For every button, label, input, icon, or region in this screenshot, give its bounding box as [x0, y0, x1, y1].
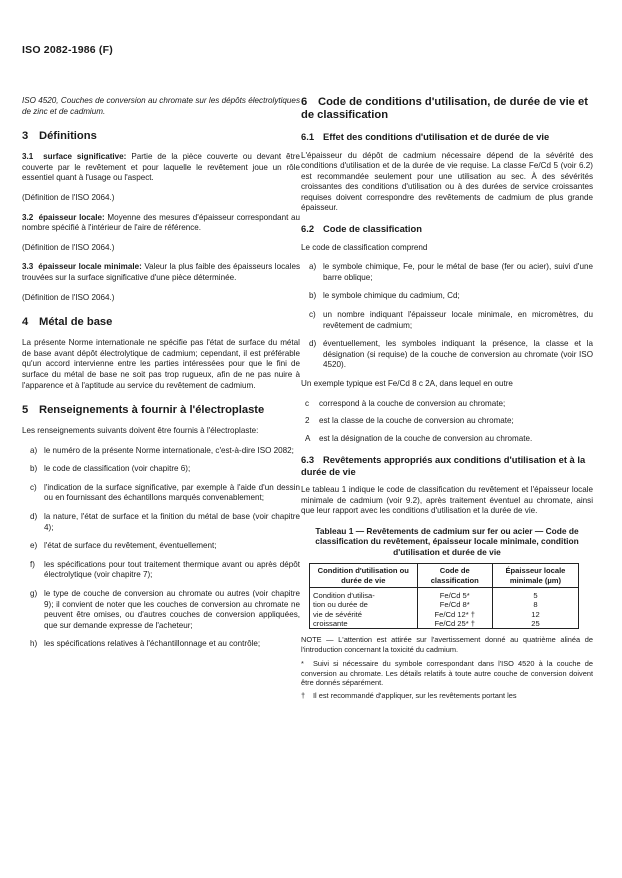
list-item-text: le code de classification (voir chapitre 6); — [44, 464, 191, 474]
table-row — [310, 600, 579, 609]
list-item-marker: b) — [309, 291, 317, 301]
section-4-text: La présente Norme internationale ne spécifie pas l'état de surface du métal de base avant dépôt électrolytique de cadmium; cependant, il est préférable qu'un accord intervienne entre les parties intéressées pour que le fini de surface du métal de base ne soit pas trop rugueux, afin de ne pas nuire à l'apparence et à l'aptitude au service du revêtement de cadmium. — [22, 338, 300, 390]
list-item — [301, 434, 593, 445]
section-4-heading: 4 Métal de base — [22, 316, 113, 329]
list-item-marker: a) — [30, 445, 38, 455]
table-header-code: Code de classification — [417, 564, 492, 588]
definition-3-1: 3.1 surface significative: Partie de la pièce couverte ou devant être couverte par le revêtement et pour laquelle le revêtement joue un rôle essentiel quant à l'usage ou l'aspect. — [22, 152, 300, 183]
list-item-text: l'état de surface du revêtement, éventuellement; — [44, 541, 217, 551]
table-header-thickness: Épaisseur locale minimale (µm) — [492, 564, 578, 588]
list-item — [301, 399, 593, 410]
intro-ref-title: Couches de conversion au chromate sur les dépôts électrolytiques de zinc et de cadmium. — [22, 96, 300, 116]
section-6-heading: 6 Code de conditions d'utilisation, de durée de vie et de classification — [301, 96, 588, 121]
list-item — [22, 639, 300, 650]
list-item — [301, 262, 593, 283]
list-item-marker: b) — [30, 464, 38, 474]
table-cell-thickness: 12 — [492, 610, 578, 619]
table-cell-code: Fe/Cd 5* — [417, 588, 492, 601]
list-item-marker: 2 — [305, 416, 310, 426]
list-item-marker: c) — [30, 482, 37, 492]
list-item-text: la nature, l'état de surface et la finition du métal de base (voir chapitre 4); — [44, 512, 300, 532]
table-note: NOTE — L'attention est attirée sur l'avertissement donné au quatrième alinéa de l'introduction concernant la toxicité du cadmium. — [301, 635, 593, 654]
list-item-marker: h) — [30, 639, 38, 649]
table-header-condition: Condition d'utilisation ou durée de vie — [310, 564, 418, 588]
definition-3-2-ref: (Définition de l'ISO 2064.) — [22, 242, 115, 252]
definition-3-3: 3.3 épaisseur locale minimale: Valeur la plus faible des épaisseurs locales trouvées sur la surface significative d'une pièce déterminée. — [22, 262, 300, 282]
list-item — [22, 541, 300, 552]
intro-ref-number: ISO 4520, — [22, 96, 59, 105]
example-intro: Un exemple typique est Fe/Cd 8 c 2A, dans lequel en outre — [301, 378, 513, 388]
list-item — [22, 512, 300, 533]
section-6-3-heading: 6.3 Revêtements appropriés aux conditions d'utilisation et à la durée de vie — [301, 454, 586, 477]
section-6-3-text: Le tableau 1 indique le code de classification du revêtement et l'épaisseur locale minimale de cadmium (voir 9.2), après traitement éventuel au chromate, ainsi que leur rapport avec les conditions d'utilisation et la durée de vie. — [301, 485, 593, 516]
list-item-text: correspond à la couche de conversion au chromate; — [319, 398, 506, 408]
list-item-marker: g) — [30, 589, 38, 599]
list-item-marker: d) — [309, 339, 317, 349]
list-item-text: est la désignation de la couche de conversion au chromate. — [319, 433, 533, 443]
section-5-heading: 5 Renseignements à fournir à l'électroplaste — [22, 404, 265, 417]
list-item-text: les spécifications pour tout traitement thermique avant ou après dépôt électrolytique (voir chapitre 7); — [44, 559, 300, 580]
section-5-list — [22, 446, 300, 650]
table-row — [310, 610, 579, 619]
section-3-heading: 3 Définitions — [22, 130, 97, 143]
list-item-marker: A — [305, 433, 311, 443]
table-row — [310, 588, 579, 601]
list-item-text: le symbole chimique, Fe, pour le métal de base (fer ou acier), suivi d'une barre oblique; — [323, 262, 593, 282]
table-caption: Tableau 1 — Revêtements de cadmium sur fer ou acier — Code de classification du revêtement, épaisseur locale minimale, condition d'utilisation et durée de vie — [315, 526, 579, 557]
table-cell-code: Fe/Cd 8* — [417, 600, 492, 609]
list-item — [22, 464, 300, 475]
list-item-text: les spécifications relatives à l'échantillonnage et au contrôle; — [44, 639, 261, 649]
list-item-text: le symbole chimique du cadmium, Cd; — [323, 291, 460, 301]
section-6-2-heading: 6.2 Code de classification — [301, 223, 422, 235]
table-cell-thickness: 25 — [492, 619, 578, 629]
table-cell-thickness: 8 — [492, 600, 578, 609]
list-item — [301, 310, 593, 331]
section-6-1-text: L'épaisseur du dépôt de cadmium nécessaire dépend de la sévérité des conditions d'utilisation et de la durée de vie requise. La classe Fe/Cd 5 (voir 6.2) est recommandée seulement pour une utilisation au sec. À des sévérités croissantes des conditions d'utilisation ou à des durées de service croissantes requises doivent correspondre des revêtements de cadmium de plus grande épaisseur. — [301, 150, 593, 213]
list-item-marker: f) — [30, 559, 35, 569]
list-item-text: le type de couche de conversion au chromate ou autres (voir chapitre 9); il convient de noter que les couches de conversion au chromate ne peuvent être omises, ou d'autres couches de conversion appliquées, que sur demande expresse de l'acheteur; — [44, 589, 300, 630]
table-cell-code: Fe/Cd 12* † — [417, 610, 492, 619]
list-item-text: un nombre indiquant l'épaisseur locale minimale, en micromètres, du revêtement de cadmium; — [323, 309, 593, 330]
section-5-intro: Les renseignements suivants doivent être fournis à l'électroplaste: — [22, 426, 259, 436]
table-cell-condition: vie de sévérité — [310, 610, 418, 619]
list-item — [22, 446, 300, 457]
table-cell-thickness: 5 — [492, 588, 578, 601]
footnote-asterisk: * Suivi si nécessaire du symbole correspondant dans l'ISO 4520 à la couche de conversion au chromate. Les détails relatifs à toute autre couche de conversion doivent être donnés séparément. — [301, 659, 593, 687]
definition-3-1-ref: (Définition de l'ISO 2064.) — [22, 192, 115, 202]
list-item — [22, 483, 300, 504]
section-6-2-intro: Le code de classification comprend — [301, 242, 428, 252]
table-row — [310, 619, 579, 629]
table-cell-condition: tion ou durée de — [310, 600, 418, 609]
list-item-marker: c) — [309, 309, 316, 319]
footnote-dagger: † Il est recommandé d'appliquer, sur les revêtements portant les — [301, 691, 517, 701]
section-6-2-list — [301, 262, 593, 371]
list-item — [301, 416, 593, 427]
intro-reference — [22, 96, 300, 117]
list-item-text: est la classe de la couche de conversion au chromate; — [319, 416, 514, 426]
example-list — [301, 399, 593, 445]
right-column — [301, 96, 593, 705]
left-column — [22, 96, 300, 658]
table-cell-code: Fe/Cd 25* † — [417, 619, 492, 629]
page-header: ISO 2082-1986 (F) — [22, 44, 113, 56]
list-item — [22, 560, 300, 581]
table-cell-condition: croissante — [310, 619, 418, 629]
list-item — [301, 291, 593, 302]
list-item-marker: c — [305, 398, 310, 408]
section-6-1-heading: 6.1 Effet des conditions d'utilisation et de durée de vie — [301, 131, 550, 142]
classification-table — [309, 563, 579, 629]
definition-3-2: 3.2 épaisseur locale: Moyenne des mesures d'épaisseur correspondant au nombre spécifié à l'intérieur de l'aire de référence. — [22, 212, 300, 233]
definition-3-3-ref: (Définition de l'ISO 2064.) — [22, 292, 115, 302]
list-item-text: le numéro de la présente Norme internationale, c'est-à-dire ISO 2082; — [44, 445, 294, 455]
list-item-marker: d) — [30, 512, 38, 522]
table-cell-condition: Condition d'utilisa- — [310, 588, 418, 601]
list-item — [301, 339, 593, 371]
list-item-text: l'indication de la surface significative, par exemple à l'aide d'un dessin ou en fournissant des échantillons marqués convenablement; — [44, 482, 300, 503]
list-item-marker: a) — [309, 262, 317, 272]
list-item-marker: e) — [30, 541, 38, 551]
list-item — [22, 589, 300, 631]
list-item-text: éventuellement, les symboles indiquant la présence, la classe et la désignation (si requise) de la couche de conversion au chromate (voir ISO 4520). — [323, 339, 593, 370]
